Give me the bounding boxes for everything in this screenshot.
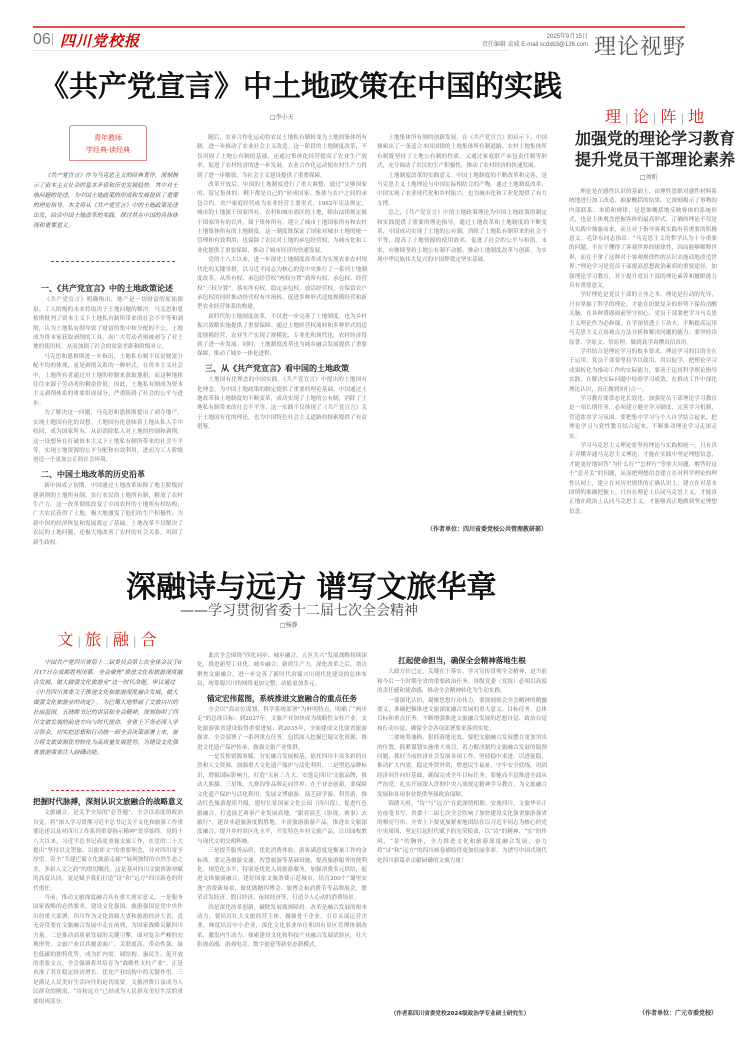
- header-rule-right: [343, 26, 685, 28]
- article2-column-tag: 理 | 论 | 阵 | 地: [605, 107, 707, 126]
- badge-line2: 学经典·读经典: [85, 146, 131, 154]
- article3-column-3: 扛起使命担当，确保全会精神落地生根 大政方针已定，关键在于落实。学习宣传贯彻全会精神，是当前和今后一个时期全省的重要政治任务。各级党委（党组）必须以高度的责任感和使命感，推动全会精神转化为生动实践。 一要深化认识，凝聚思想行动伟力。要深刻领会全会精神的精髓要义，准确把握推进文旅深度融合发展的重大意义、目标任务、总体目标和重点任务，不断增强推进文旅融合发展的思想自觉、政治自觉和行动自觉，确保全会各项部署要求落到实处。 二要统筹兼顾，狠抓落地见效。要把文旅融合发展摆在更加突出的位置，抓紧谋划实施重大项目，着力解决制约文旅融合发展的瓶颈问题，抓好当前经济社会发展各项工作，坚持稳中求进、以进促稳，推动扩大内需，稳定外贸外资，增进民生福祉，守牢安全底线，巩固经济回升向好基础，确保完成全年目标任务。要驰而不息推进全面从严治党，扎实开展深入贯彻中央八项规定精神学习教育，为文旅融合发展和各项事业提供坚强政治保障。 锦绣天府，“诗”与“远方”在此深情相拥。安逸四川，文旅华章正待奋笔书写。省委十二届七次全会吹响了加快建设文化强省旅游强省的嘹亮号角。全省上下要更加紧密地团结在以习近平同志为核心的党中央周围，坚定扛起时代赋予的光荣使命，以“诗”的精神、“实”的作风、“景”的胸怀，全力推进文化和旅游深度融合发展，奋力将“诗”和“远方”的四川画卷描绘得更加壮丽多彩，为谱写中国式现代化四川新篇章贡献磅礴的文旅力量！: [377, 656, 547, 864]
- dashed-divider: [51, 261, 175, 262]
- article2-byline: □刘昕: [640, 174, 658, 181]
- article1-heading-1: 一、《共产党宣言》中的土地政策论述: [41, 284, 173, 293]
- article3-title: 深融诗与远方 谱写文旅华章: [126, 570, 497, 605]
- editor-info: 责任编辑 袁威 E-mail scdxb3@126.com: [481, 42, 588, 48]
- issue-info: [420, 33, 588, 49]
- article1-abstract: 《共产党宣言》作为马克思主义的经典著作，深刻揭示了资本主义社会的基本矛盾和历史发展趋势，其中对土地问题的论述，为中国土地政策的形成和发展提供了重要的理论指导。本文将从《共产党宣言》中的土地政策论述出发，结合中国土地改革的实践，探讨其在中国的具体体现和重要意义。: [33, 173, 178, 229]
- article1-body-1: 一、《共产党宣言》中的土地政策论述 《共产党宣言》明确指出，地产是一切财富的原始源泉。工人阶级的未来将取决于土地问题的解决。马克思和恩格斯批判了资本主义下土地私有制所带来的社会不平等和剥削，认为土地私有制导致了财富的集中和分配的不公。土地成为资本家获取剥削的工具，而广大劳动者则被剥夺了对土地的使用权，从而加剧了社会的贫富差距和阶级对立。 马克思和恩格斯进一步指出，土地私有制不仅是财富分配不均的体现，更是剥削关系的一种形式。在资本主义社会中，土地所有者通过对土地的控制来获取地租，而这种地租往往来源于劳动者的剩余价值。因此，土地私有制成为资本主义剥削体系的重要组成部分，严重阻碍了社会的公平与进步。 为了解决这一问题，马克思和恩格斯提出了剥夺地产，实现土地国有化的设想。土地国有化意味着土地从私人手中收回，成为国家所有，从而消除私人对土地的控制和剥削。这一设想旨在打破资本主义下土地私有制所带来的社会不平等，实现土地资源的公平分配和有效利用，进而为工人阶级创造一个更加公正的社会环境。 二、中国土地改革的历史沿革 新中国成立初期，中国通过土地改革废除了地主阶级封建剥削的土地所有制，实行农民的土地所有制，解放了农村生产力。这一改革彻底改变了中国农村的土地所有权结构，广大农民获得了土地，极大地激发了他们的生产积极性，为新中国的经济恢复和发展奠定了基础。土地改革不仅解决了农民的土地问题，还极大地改善了农村的社会关系，巩固了新生政权。: [33, 284, 183, 546]
- section-title: 理论视野: [594, 35, 687, 60]
- article1-heading-2: 二、中国土地改革的历史沿革: [41, 469, 145, 479]
- header-underline: [33, 50, 508, 51]
- newspaper-logo: 四川党校报: [60, 32, 141, 50]
- article1-byline: □李小天: [270, 114, 294, 121]
- article3-column-2: 此次全会围绕“四化同步、城乡融合、五区共兴”发展战略持续深化，推进新型工业化、城乡融合、新质生产力、深化改革之后，重点聚焦文旅融合，进一步完善了新时代治蜀兴川现代化建设的总体布局，统筹蜀兴川的网络更加完整、动能更加多元。 锚定宏伟蓝图，系统推进文旅融合的重点任务 全会以“高站位谋划、科学系统部署”为鲜明特点，明确了“两步走”的总体目标：到2027年，文旅产业加快成为战略性支柱产业，文化旅游强省建设取得重要进展；到2035年，全面建成文化强省旅游强省。全会部署了一系列重点任务，包括深入挖掘巴蜀文化资源，推进文化遗产保护传承，做强文旅产业集群。 一是发挥资源禀赋，夯实融合发展根基。依托四川丰富多彩的自然和人文资源，加强重大文化遗产保护与活化利用。二是塑造品牌标识，增强国际影响力。打造“天府三九大、安逸走四川”文旅品牌，推动大熊猫、三星堆、九寨沟等品牌走向世界。在于业态创新，要保障文化遗产保护与活化利用，发展文博旅游、演艺研学游、科普游，推动红色旅游提质升级，建好长征国家文化公园（四川段），促进红色旅融合，打造演艺赛事产业发展高地，“跟着演艺（影视、赛事）去旅行”，建设非遗旅游度假胜地，丰富旅游旅游产品，推进农文旅深度融合，提升乡村景区化水平，开发特色乡村文旅产品，让田园牧歌与现代文明交相辉映。 三是提升服务品质，优化消费体验。游客满意度是衡量工作的金标准。要完善旅游交通、智慧旅游等基础设施，提高旅游服务的便利化、规范化水平，特别是优化入境旅游服务，加强消费多元供给，促进文体旅商融合，建好国家文旅消费示范城市，培育200个“蜀里安逸”消费新场景，做优做精四博会、旅博会和消费节等品牌展会，繁荣首发经济、假日经济、夜间经济等，打造令人心动的消费场景。 四是深化改革创新，破除发展瓶颈障碍。改革是融合发展的根本动力。要培育壮大文旅经营主体，做强骨干企业，引育头部运营企业，梯度培育中小企业，深化文化事业单位和国有景区管理体制改革，激发内生动力。探索建设文化和科技产业融合发展试验区，壮大影视动漫、游戏电竞、数字创意等新业态新模式。: [197, 653, 367, 949]
- article1-column-1: [33, 125, 183, 568]
- article2-body: 理论是在感性认识的基础上，由理性思维对感性材料系统地进行加工改造、抽象概括的结果。它深刻揭示了事物的内部联系、本质和规律，是思维概括地反映客体的系统形式，也是主体观念把握客体的最高形式。正确的理论不仅是从实践中抽象而来，而且对于指导客观实践有着重要的积极意义。毛泽东同志指出：“马克思主义的哲学认为十分重要的问题，不在于懂得了客观世界的规律性，因而能够解释世界，而在于拿了这种对于客观规律性的认识去能动地改造世界。”理论学习是党员干部提高思想政治素质的重要途径，加强理论学习教育，对于提升党员干部的理论素养和履职能力具有重要意义。 学好理论是党员干部的立身之本。理论是行动的先导，只有掌握了科学的理论，才能在纷繁复杂的形势下保持清醒头脑，在各种诱惑面前坚守初心。党员干部要把学习马克思主义理论作为必修课，在学深悟透上下功夫，不断提高运用马克思主义立场观点方法分析和解决问题的能力。要坚持读原著、学原文、悟原理，做到真学真懂真信真用。 学用结合是理论学习的根本要求。理论学习的目的全在于运用。党员干部要坚持学以致用、用以促学，把理论学习成果转化为推动工作的实际能力。要善于运用科学理论指导实践，在解决实际问题中检验学习成效，在推动工作中深化理论认识，真正做到知行合一。 学习教育要常态化长效化。加强党员干部理论学习教育是一项长期任务，必须建立健全学习制度，完善学习机制，营造浓厚学习氛围。要把集中学习与个人自学结合起来，把理论学习与党性教育结合起来，不断推动理论学习走深走实。 学习马克思主义理论要坚持理论与实践相统一。只有真正弄懂弄通马克思主义理论，才能在实践中坚定理想信念，才能更好地回答“为什么行”“怎样行”等重大问题，解答好这个“总开关”的问题，从而把理想信念建立在对科学理论的理性认同上，建立在对历史规律的正确认识上，建立在对基本国情的准确把握上。只有在理论上认同马克思主义，才能真正地在政治上认同马克思主义，才能够真正地做到坚定理想信念。: [569, 189, 717, 515]
- article3-heading-3: 扛起使命担当，确保全会精神落地生根: [398, 656, 526, 665]
- article3-body-1: 把握时代脉搏，深刻认识文旅融合的战略意义 文旅融合，是关乎全局的“必答题”。全会以高度的政治自觉，将“深入学习贯彻习近平总书记关于文化和旅游工作重要论述以及对四川工作系列重要指示精神”贯穿始终。党的十八大以来，习近平总书记高度重视文旅工作，在党的二十大提出“坚持以文塑旅、以旅彰文”的重要理念，并对四川寄予厚望，寄予“共建巴蜀文化旅游走廊”“展现独特的自然生态之美、多彩人文之韵”的殷切嘱托。这是基对四川文旅资源禀赋的高度认同，更是赋予我们打造“诗”和“远方”四川新卷的时代重任。 当前，推动文旅深度融合具有重大现实意义。一是服务国家战略的必然要求。建设文化强国、旅游强国是党中央作出的重大部署，四川作为文化资源大省和旅游经济大省，责无旁贷要在文旅融合发展中走在前列，为国家战略贡献四川力量。二是推动高质量发展的关键引擎。面对复杂严峻的宏观形势，文旅产业以其覆盖面广、关联度高、带动性强、绿色低碳的独特优势，成为扩内需、调结构、惠民生、促开放的重要支点。全会强调将其培育为“战略性支柱产业”，正是看准了其在稳定经济增长、优化产业结构中的关键作用。三是满足人民美好生活向往的迫切需要。文旅消费日益成为人民群众的刚需，“诗和远方”已经成为人民群众美好生活的重要组成部分。: [33, 797, 183, 1005]
- article1-heading-3: 三、从《共产党宣言》看中国的土地政策: [205, 363, 349, 373]
- article3-abstract: 中国共产党四川省第十二届委员会第七次全体会议于6月17日在成都胜利闭幕。全会聚焦“推进文化和旅游深度融合发展、做大做强文化旅游业”这一时代命题，审议通过《中共四川省委关于推进文化和旅游深度融合发展、做大做强文化旅游业的决定》，为巴蜀大地擘画了文旅兴川的壮丽蓝图。五晓晖书记的讲话和全会精神，深刻指明了四川文旅发展的前进方向与时代使命。全省上下务必深入学习领会，切实把思想和行动统一到全会决策部署上来，奋力将文旅资源优势转化为高质量发展胜势，为建设文化强省旅游强省注入磅礴动能。: [33, 660, 183, 756]
- article1-column-3: 土地集体所有制的创新发展。在《共产党宣言》的启示下，中国探索出了一条适合本国国情的土地集体所有制道路。农村土地集体所有制既坚持了土地公有制的性质，又通过家庭联产承包责任制等形式，充分调动了农民的生产积极性，推动了农村经济的快速发展。 土地制度改革的实践意义。中国土地制度的不断改革和完善，是马克思主义土地理论与中国实际相结合的产物。通过土地制度改革，中国实现了农业现代化和乡村振兴，也为城市化和工业化提供了有力支撑。 总之，《共产党宣言》中的土地政策理论为中国土地政策的制定和实践提供了重要的理论指导。通过土地改革和土地制度的不断变革，中国成功实现了土地的公有制，消除了土地私有制带来的社会不平等，提高了土地资源的使用效率，促进了社会的公平与和谐。未来，应继续坚持土地公有制不动摇，推动土地制度改革与创新，为实现中华民族伟大复兴的中国梦奠定坚实基础。: [377, 135, 547, 264]
- article3-column-tag: 文 | 旅 | 融 | 合: [57, 630, 159, 649]
- header-rule: [33, 26, 343, 28]
- article1-column-2: 随后，农业合作化运动将农民土地私有制转变为土地的集体所有制，进一步推动了农业社会主义改造。这一阶段的土地制度改革，不仅巩固了土地公有制的基础，还通过集体化经营提高了农业生产效率，促进了农村经济的进一步发展。农业合作化运动使农村生产力得到了进一步解放，为社会主义建设提供了重要保障。 改革开放后，中国的土地制度进行了重大调整，通过“交够国家的、留足集体的，剩下都是自己的”形成国家、集体与农户之间的承包合约。农户家庭经营成为农业经营主要形式。1982年宪法规定，城市的土地属于国家所有，农村和城市郊区的土地，除由法律规定属于国家所有的以外，属于集体所有，建立了城市土地国家所有和农村土地集体所有的土地制度。这一制度既保证了国家对城市土地的统一管理和有效利用，也保障了农民对土地的承包经营权，为城市化和工业化提供了重要保障，推动了城市经济的快速发展。 党的十八大以来，进一步深化土地制度改革成为实现农业农村现代化的关键举措。以习近平同志为核心的党中央推行了一系列土地制度改革，从所有权、承包经营权“两权分置”到所有权、承包权、经营权“三权分置”，落实所有权，稳定承包权，放活经营权，在保留农户承包权的同时推动经营权有序流转，促进多种形式适度规模经营和新型农业经营体系的构建。 新时代的土地制度改革，不仅进一步完善了土地制度，也为乡村振兴战略实施提供了重要保障。通过土地经营权流转和多种形式的适度规模经营，农业生产实现了规模化、专业化和现代化，农村经济得到了进一步发展。同时，土地制度改革也为城乡融合发展提供了重要保障，推动了城乡一体化进程。 三、从《共产党宣言》看中国的土地政策 土地国有化理念的中国实践。《共产党宣言》中提出的土地国有化理念，为中国土地政策的制定提供了重要的理论基础。中国通过土地改革和土地制度的不断变革，成功实现了土地的公有制，消除了土地私有制带来的社会不平等。这一实践不仅体现了《共产党宣言》关于土地国有化的理论，也为中国特色社会主义道路的探索提供了有益借鉴。: [197, 135, 367, 431]
- article1-title: 《共产党宣言》中土地政策在中国的实践: [40, 69, 563, 103]
- article3-byline: □杨静: [280, 622, 298, 629]
- dashed-divider-2: [51, 790, 175, 791]
- header-separator: [52, 33, 53, 45]
- article3-author-note: （作者系四川省委党校2024级政治学专业硕士研究生）: [390, 1011, 530, 1017]
- article3-subtitle: ——学习贯彻省委十二届七次全会精神: [180, 603, 418, 619]
- article1-author-note: （作者单位：四川省委党校公共管理教研部）: [426, 526, 547, 533]
- badge-line1: 青年教师: [94, 134, 122, 142]
- article3-heading-1: 把握时代脉搏，深刻认识文旅融合的战略意义: [33, 797, 183, 806]
- article3-heading-2: 锚定宏伟蓝图，系统推进文旅融合的重点任务: [207, 693, 357, 703]
- page-number: 06: [33, 31, 51, 48]
- article3-column-1: [33, 627, 183, 791]
- issue-date: 2025年9月15日: [546, 34, 588, 40]
- badge-book: [69, 125, 147, 161]
- article2-author-note: （作者单位：广元市委党校）: [638, 1010, 717, 1017]
- article2-title: 加强党的理论学习教育 提升党员干部理论素养: [574, 129, 735, 169]
